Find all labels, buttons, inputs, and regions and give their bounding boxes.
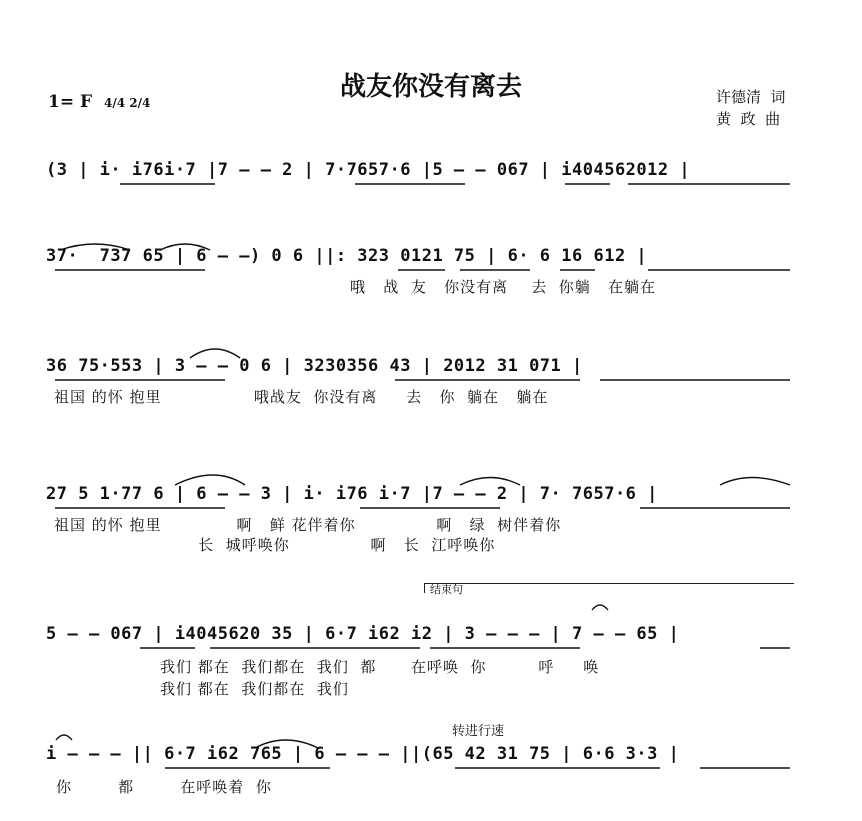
- notation-line: 36 75·553 | 3 — — 0 6 | 3230356 43 | 2012 31 071 |: [46, 356, 583, 376]
- composer-credit: 黄 政 曲: [716, 110, 781, 128]
- time-signature: 4/4 2/4: [103, 96, 151, 110]
- notation-line: 5 — — 067 | i4045620 35 | 6·7 i62 i2 | 3 — — — | 7 — — 65 |: [46, 624, 680, 644]
- ending-phrase-label: 结束句: [430, 583, 463, 596]
- notation-line: 37· 737 65 | 6 — —) 0 6 ||: 323 0121 75 | 6· 6 16 612 |: [46, 246, 648, 266]
- lyric-line: 我们 都在 我们都在 我们 都 在呼唤 你 呼 唤: [160, 658, 600, 676]
- lyric-line: 我们 都在 我们都在 我们: [160, 680, 349, 698]
- fermata: [56, 735, 72, 740]
- notation-line: (3 | i· i76i·7 |7 — — 2 | 7·7657·6 |5 — — 067 | i404562012 |: [46, 160, 691, 180]
- lyricist-credit: 许德清 词: [716, 88, 786, 106]
- lyric-line: 祖国 的怀 抱里 啊 鲜 花伴着你 啊 绿 树伴着你: [54, 516, 562, 534]
- slur: [460, 478, 520, 486]
- key-label: 1= F: [48, 92, 93, 112]
- song-title: 战友你没有离去: [339, 72, 522, 102]
- lyric-line: 祖国 的怀 抱里 哦战友 你没有离 去 你 躺在 躺在: [54, 388, 549, 406]
- slur: [175, 475, 245, 485]
- slur: [720, 478, 790, 486]
- notation-line: i — — — || 6·7 i62 765 | 6 — — — ||(65 42 31 75 | 6·6 3·3 |: [46, 744, 680, 764]
- lyric-line: 你 都 在呼唤着 你: [56, 778, 272, 796]
- slur: [190, 349, 240, 358]
- notation-line: 27 5 1·77 6 | 6 — — 3 | i· i76 i·7 |7 — — 2 | 7· 7657·6 |: [46, 484, 658, 504]
- lyric-line: 哦 战 友 你没有离 去 你躺 在躺在: [350, 278, 657, 296]
- slur: [160, 244, 210, 250]
- slur: [255, 740, 318, 748]
- tempo-marking: 转进行速: [452, 724, 505, 739]
- slur: [60, 244, 130, 250]
- fermata: [592, 605, 608, 610]
- lyric-line: 长 城呼唤你 啊 长 江呼唤你: [54, 536, 496, 554]
